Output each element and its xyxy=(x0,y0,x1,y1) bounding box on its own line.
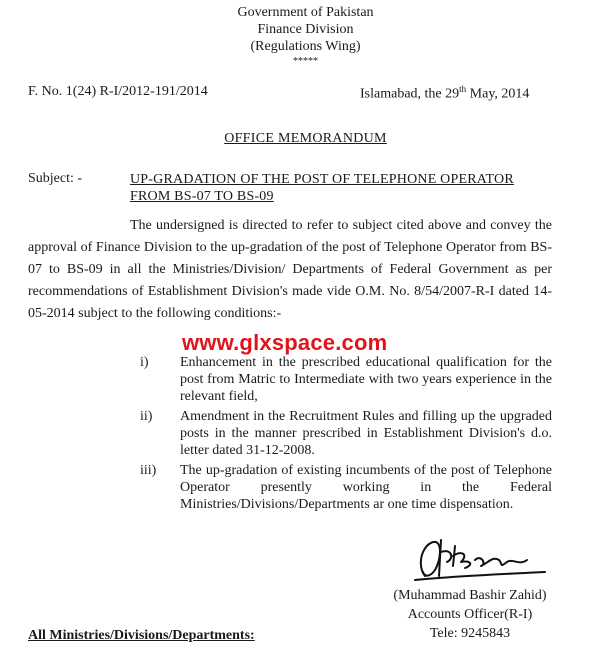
body-text: The undersigned is directed to refer to subject cited above and convey the approval of Finance Division to the up-gradation of the post of Telephone Operator from BS-07 to BS-09 in all the Ministries/Division/ Departments of Federal Government as per recommendations of Establishment Division's made vide O.M. No. 8/54/2007-R-I dated 14-05-2014 subject to the following conditions:- xyxy=(28,218,552,321)
subject-line-2: FROM BS-07 TO BS-09 xyxy=(130,189,274,204)
signatory-name: (Muhammad Bashir Zahid) xyxy=(393,588,547,603)
subject-text xyxy=(130,171,570,205)
signatory-designation: Accounts Officer(R-I) xyxy=(407,607,533,622)
watermark-text: www.glxspace.com xyxy=(182,330,388,355)
condition-text-3: The up-gradation of existing incumbents of the post of Telephone Operator presently working in the Federal Ministries/Divisions/Departments ar one time dispensation. xyxy=(180,463,552,512)
body-paragraph xyxy=(28,215,552,325)
header-line-division: Finance Division xyxy=(257,22,354,37)
header-line-wing: (Regulations Wing) xyxy=(250,39,361,54)
subject-line-1: UP-GRADATION OF THE POST OF TELEPHONE OPERATOR xyxy=(130,172,514,187)
header-line-government: Government of Pakistan xyxy=(237,5,374,20)
addressee: All Ministries/Divisions/Departments: xyxy=(28,628,255,643)
memo-title: OFFICE MEMORANDUM xyxy=(224,131,387,146)
place-date: Islamabad, the 29th May, 2014 xyxy=(360,84,530,102)
header-stars: ***** xyxy=(293,56,318,67)
condition-number-2: ii) xyxy=(140,409,153,424)
condition-number-1: i) xyxy=(140,355,149,370)
signature-icon xyxy=(395,532,555,584)
condition-text-1: Enhancement in the prescribed educational qualification for the post from Matric to Intermediate with two years experience in the relevant field, xyxy=(180,355,552,404)
signature-block xyxy=(370,586,570,643)
subject-label: Subject: - xyxy=(28,171,83,186)
condition-text-2: Amendment in the Recruitment Rules and filling up the upgraded posts in the manner prescribed in Establishment Division's d.o. letter dated 31-12-2008. xyxy=(180,409,552,458)
file-number: F. No. 1(24) R-I/2012-191/2014 xyxy=(28,84,208,99)
signatory-telephone: Tele: 9245843 xyxy=(429,626,511,641)
condition-number-3: iii) xyxy=(140,463,157,478)
